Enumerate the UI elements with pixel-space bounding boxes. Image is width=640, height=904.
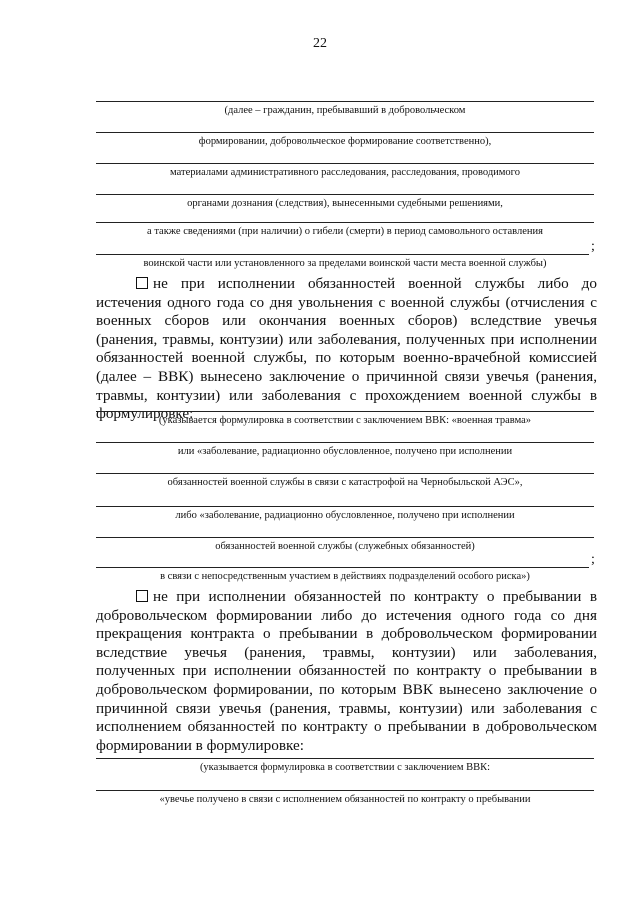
field-caption: обязанностей военной службы (служебных обязанностей) bbox=[215, 541, 475, 552]
field-caption: органами дознания (следствия), вынесенными судебными решениями, bbox=[187, 198, 503, 209]
field-caption: (указывается формулировка в соответствии с заключением ВВК: «военная травма» bbox=[158, 415, 532, 426]
fill-line[interactable] bbox=[96, 194, 594, 195]
fill-line[interactable] bbox=[96, 254, 589, 255]
fill-line[interactable] bbox=[96, 442, 594, 443]
fill-line[interactable] bbox=[96, 101, 594, 102]
fill-line[interactable] bbox=[96, 473, 594, 474]
fill-line[interactable] bbox=[96, 506, 594, 507]
fill-line[interactable] bbox=[96, 222, 594, 223]
page-number: 22 bbox=[313, 36, 327, 51]
field-caption: в связи с непосредственным участием в действиях подразделений особого риска») bbox=[160, 571, 530, 582]
semicolon: ; bbox=[591, 552, 595, 567]
paragraph-text: не при исполнении обязанностей по контракту о пребывании в добровольческом формировании либо до истечения одного года со дня прекращения контракта о пребывании в добровольческом формировании вследствие увечья (ранения, травмы, контузии) или заболевания, полученных при исполнении обязанностей по контракту о пребывании в добровольческом формировании, по которым ВВК вынесено заключение о причинной связи увечья (ранения, травмы, контузии) или заболевания с исполнением обязанностей по контракту о пребывании в добровольческом формировании в формулировке: bbox=[96, 588, 597, 754]
paragraph-military-service bbox=[96, 275, 597, 424]
fill-line[interactable] bbox=[96, 537, 594, 538]
field-caption: материалами административного расследования, расследования, проводимого bbox=[170, 167, 520, 178]
field-caption: воинской части или установленного за пределами воинской части места военной службы) bbox=[143, 258, 547, 269]
checkbox[interactable] bbox=[136, 277, 148, 289]
fill-line[interactable] bbox=[96, 567, 589, 568]
fill-line[interactable] bbox=[96, 790, 594, 791]
semicolon: ; bbox=[591, 239, 595, 254]
fill-line[interactable] bbox=[96, 411, 594, 412]
fill-line[interactable] bbox=[96, 758, 594, 759]
field-caption: обязанностей военной службы в связи с катастрофой на Чернобыльской АЭС», bbox=[167, 477, 523, 488]
field-caption: или «заболевание, радиационно обусловленное, получено при исполнении bbox=[177, 446, 513, 457]
field-caption: а также сведениями (при наличии) о гибели (смерти) в период самовольного оставления bbox=[147, 226, 543, 237]
fill-line[interactable] bbox=[96, 132, 594, 133]
paragraph-volunteer-contract bbox=[96, 588, 597, 755]
field-caption: (указывается формулировка в соответствии с заключением ВВК: bbox=[199, 762, 491, 773]
field-caption: (далее – гражданин, пребывавший в добровольческом bbox=[224, 105, 466, 116]
checkbox[interactable] bbox=[136, 590, 148, 602]
fill-line[interactable] bbox=[96, 163, 594, 164]
field-caption: «увечье получено в связи с исполнением обязанностей по контракту о пребывании bbox=[159, 794, 531, 805]
field-caption: формировании, добровольческое формирование соответственно), bbox=[198, 136, 492, 147]
paragraph-text: не при исполнении обязанностей военной службы либо до истечения одного года со дня увольнения с военной службы (отчисления с военных сборов или окончания военных сборов) вследствие увечья (ранения, травмы, контузии) или заболевания, полученных при исполнении обязанностей военной службы, по которым военно-врачебной комиссией (далее – ВВК) вынесено заключение о причинной связи увечья (ранения, травмы, контузии) или заболевания с прохождением военной службы в формулировке: bbox=[96, 275, 597, 423]
field-caption: либо «заболевание, радиационно обусловленное, получено при исполнении bbox=[175, 510, 515, 521]
